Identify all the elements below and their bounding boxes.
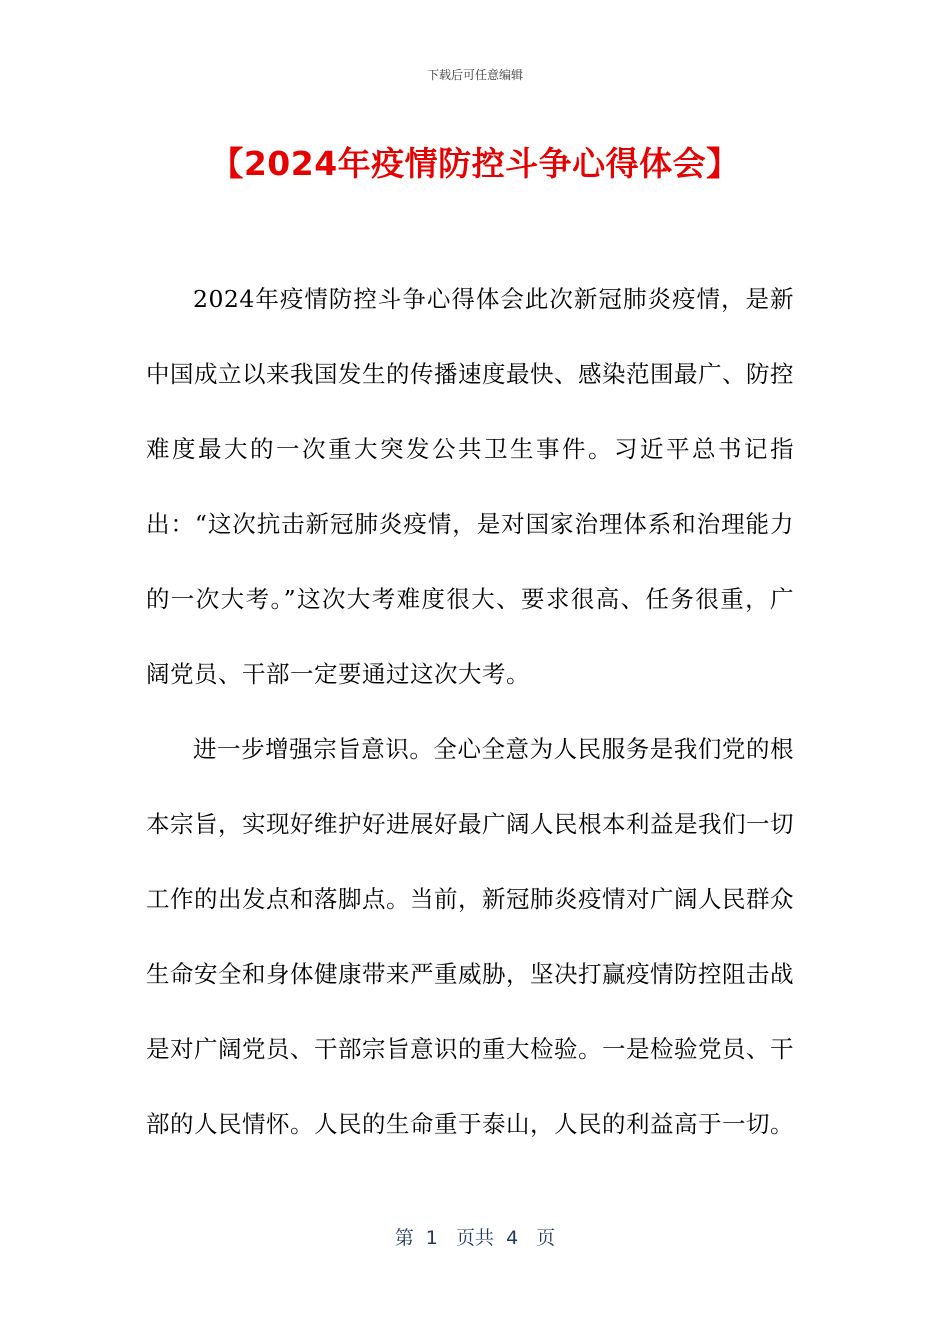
document-body (146, 262, 794, 1162)
document-title: 【2024年疫情防控斗争心得体会】 (210, 144, 740, 183)
page-indicator: 第 1 页共 4 页 (394, 1227, 556, 1249)
paragraph-purpose: 进一步增强宗旨意识。全心全意为人民服务是我们党的根本宗旨，实现好维护好进展好最广阔人民根本利益是我们一切工作的出发点和落脚点。当前，新冠肺炎疫情对广阔人民群众生命安全和身体健康带来严重威胁，坚决打赢疫情防控阻击战是对广阔党员、干部宗旨意识的重大检验。一是检验党员、干部的人民情怀。人民的生命重于泰山，人民的利益高于一切。 (146, 735, 794, 1138)
header-note: 下载后可任意编辑 (426, 68, 523, 82)
paragraph-intro: 2024年疫情防控斗争心得体会此次新冠肺炎疫情，是新中国成立以来我国发生的传播速度最快、感染范围最广、防控难度最大的一次重大突发公共卫生事件。习近平总书记指出：“这次抗击新冠肺炎疫情，是对国家治理体系和治理能力的一次大考。”这次大考难度很大、要求很高、任务很重，广阔党员、干部一定要通过这次大考。 (146, 285, 794, 688)
